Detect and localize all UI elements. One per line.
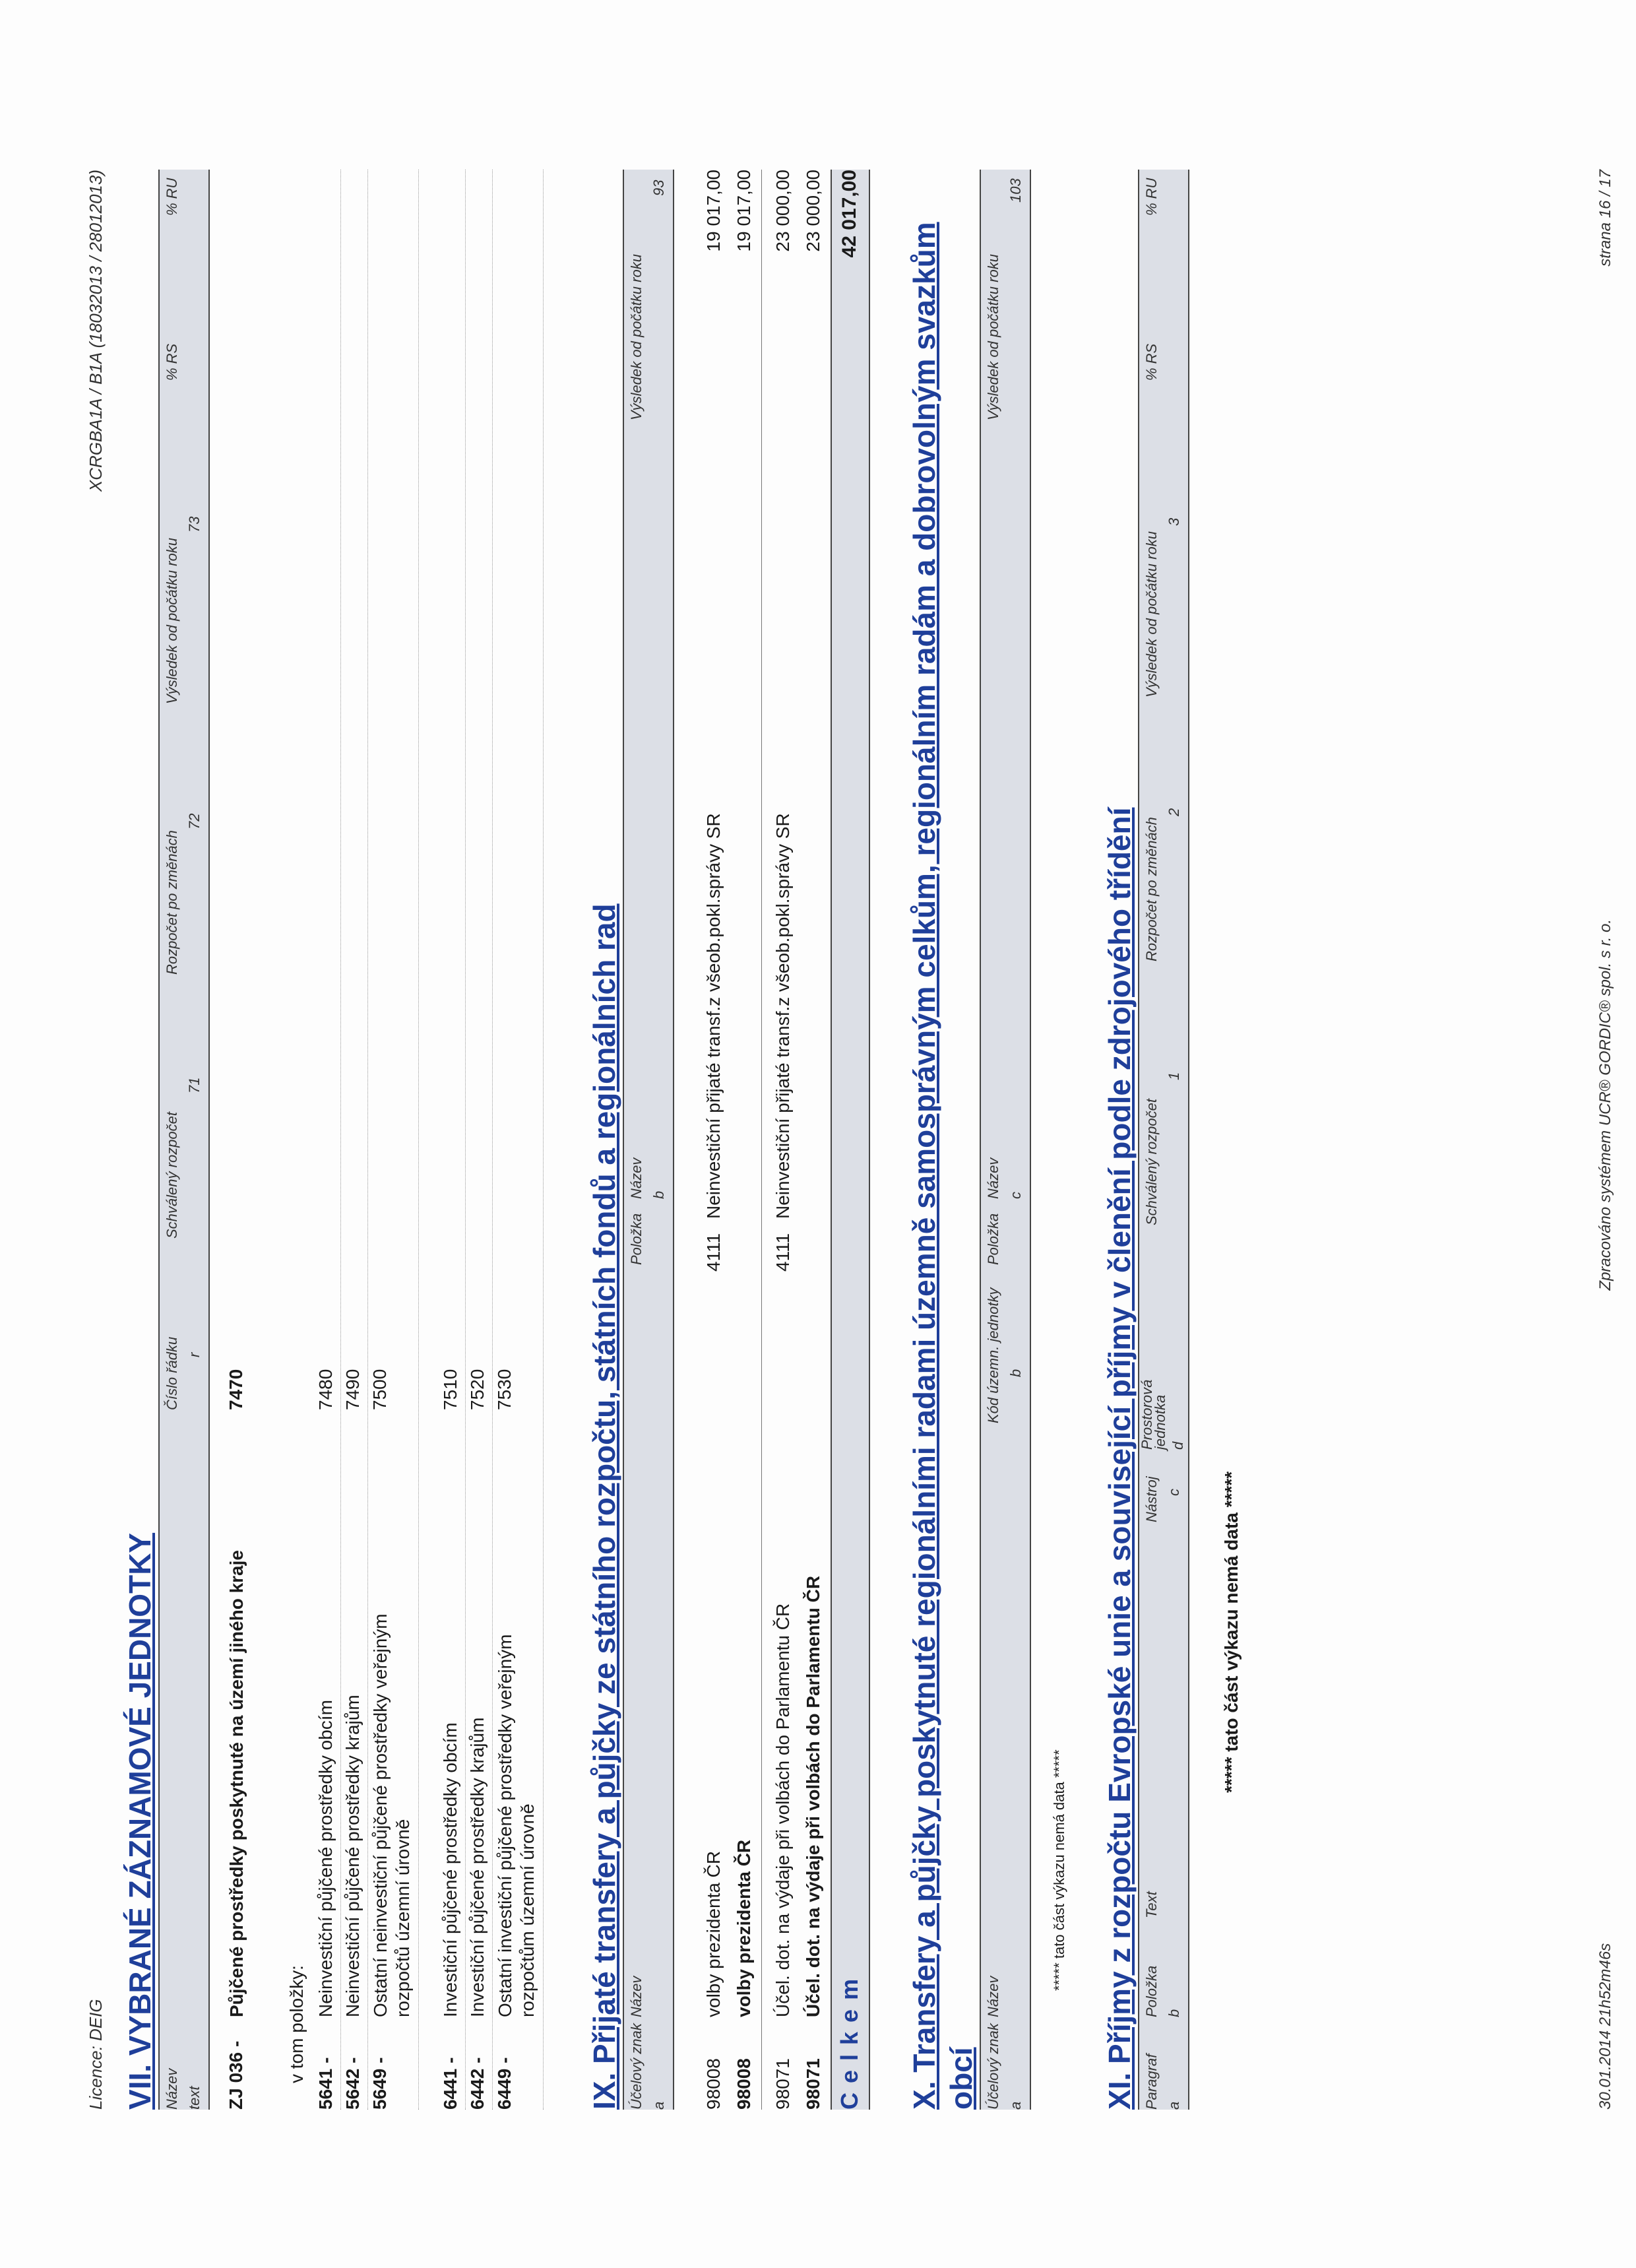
footer-page-number: strana 16 / 17 [1596, 170, 1614, 267]
col-schvaleny: Schválený rozpočet [164, 1112, 180, 1239]
col-2: 2 [1166, 808, 1182, 816]
page-content [86, 170, 1247, 2110]
page-footer [1596, 170, 1615, 2110]
polozka-name: Neinvestiční přijaté transf.z všeob.pokl.správy SR [703, 813, 724, 1219]
col-1: 1 [1166, 1072, 1182, 1080]
col-polozka: Položka [628, 1213, 645, 1265]
no-data-note [1218, 170, 1247, 2110]
item-text: Neinvestiční půjčené prostředky obcím [315, 1700, 336, 2017]
col-d: d [1170, 1441, 1186, 1450]
col-ucelovy-znak: Účelový znak [628, 2023, 645, 2110]
total-row [831, 170, 870, 2110]
col-73: 73 [186, 516, 203, 533]
item-code: 5641 - [315, 2057, 336, 2110]
footer-system: Zpracováno systémem UCR® GORDIC® spol. s r. o. [1596, 919, 1614, 1291]
zj036-row-number: 7470 [226, 1369, 246, 1410]
col-r: r [186, 1352, 203, 1357]
table-row [341, 170, 368, 2110]
item-text: Investiční půjčené prostředky obcím [440, 1722, 460, 2017]
table-row [466, 170, 493, 2110]
col-vysledek: Výsledek od počátku roku [164, 538, 180, 704]
col-vysledek: Výsledek od počátku roku [985, 254, 1001, 420]
item-text: Investiční půjčené prostředky krajům [467, 1717, 488, 2017]
item-code: 6441 - [440, 2057, 460, 2110]
table-row [698, 170, 731, 2110]
polozka-code: 4111 [703, 1233, 724, 1272]
col-c: c [1166, 1489, 1182, 1496]
ucel-code: 98071 [772, 2058, 793, 2110]
table-row [493, 170, 544, 2110]
item-row-number: 7500 [369, 1369, 390, 1410]
item-row-number: 7520 [467, 1369, 488, 1410]
item-row-number: 7530 [494, 1369, 515, 1410]
col-vysledek: Výsledek od počátku roku [1143, 531, 1160, 697]
section-9-title: IX. Přijaté transfery a půjčky ze státního rozpočtu, státních fondů a regionálních rad [587, 903, 621, 2110]
col-polozka: Položka [1143, 1965, 1160, 2017]
col-rozpocet: Rozpočet po změnách [164, 830, 180, 975]
col-nazev-2: Název [985, 1157, 1001, 1199]
page-header [86, 170, 111, 2110]
item-row-number: 7490 [342, 1369, 363, 1410]
col-schvaleny: Schválený rozpočet [1143, 1099, 1160, 1225]
polozka-name: Neinvestiční přijaté transf.z všeob.pokl.správy SR [772, 813, 793, 1219]
col-ru: % RU [1143, 178, 1160, 216]
col-text: text [186, 2086, 203, 2110]
col-prostorova-jednotka: Prostorová jednotka [1139, 1379, 1168, 1450]
item-text: Ostatní neinvestiční půjčené prostředky veřejným rozpočtů územní úrovně [370, 1613, 413, 2017]
col-rozpocet: Rozpočet po změnách [1143, 817, 1160, 961]
table-row [800, 170, 831, 2110]
report-code: XCRGBA1A / B1A (18032013 / 28012013) [86, 170, 106, 492]
col-72: 72 [186, 813, 203, 829]
col-103: 103 [1007, 178, 1024, 203]
v-tom-text: v tom položky: [286, 1965, 307, 2083]
col-polozka: Položka [985, 1213, 1001, 1265]
item-code: 5649 - [369, 2057, 390, 2110]
ucel-name: volby prezidenta ČR [703, 1850, 724, 2017]
ucel-code: 98008 [703, 2058, 724, 2110]
ucel-code: 98071 [803, 2058, 823, 2110]
footer-date: 30.01.2014 21h52m46s [1596, 1943, 1614, 2110]
zj036-text: Půjčené prostředky poskytnuté na území jiného kraje [226, 1550, 247, 2017]
ucel-code: 98008 [734, 2058, 754, 2110]
value-cell: 19 017,00 [703, 170, 724, 252]
section-7-column-header [158, 170, 210, 2110]
ucel-name: volby prezidenta ČR [734, 1839, 754, 2017]
col-ucelovy-znak: Účelový znak [985, 2023, 1001, 2110]
col-a: a [1166, 2101, 1182, 2110]
col-cislo-radku: Číslo řádku [164, 1336, 180, 1410]
section-7-title: VII. VYBRANÉ ZÁZNAMOVÉ JEDNOTKY [123, 1532, 157, 2110]
col-b: b [650, 1190, 667, 1199]
item-code: 6449 - [494, 2057, 515, 2110]
col-text: Text [1143, 1891, 1160, 1918]
col-93: 93 [650, 179, 667, 196]
item-code: 5642 - [342, 2057, 363, 2110]
col-ru: % RU [164, 178, 180, 216]
col-3: 3 [1166, 517, 1182, 526]
section-9-column-header [623, 170, 674, 2110]
item-row-number: 7510 [440, 1369, 460, 1410]
value-cell: 19 017,00 [734, 170, 754, 252]
licence-text: Licence: DEIG [86, 1999, 106, 2110]
table-row [731, 170, 762, 2110]
col-nazev: Název [985, 1976, 1001, 2017]
section-10-column-header [980, 170, 1031, 2110]
table-row [368, 170, 419, 2110]
section-10-title: X. Transfery a půjčky poskytnuté regionálními radami územně samosprávným celkům, regionálním radám a dobrovolným svazkům obcí [907, 222, 978, 2110]
col-paragraf: Paragraf [1143, 2054, 1160, 2110]
col-nazev: Název [628, 1976, 645, 2017]
value-cell: 23 000,00 [803, 170, 823, 252]
total-value: 42 017,00 [838, 170, 860, 258]
no-data-note [1048, 170, 1075, 2110]
total-label: C e l k e m [836, 1977, 863, 2110]
col-nazev: Název [164, 2068, 180, 2110]
item-code: 6442 - [467, 2057, 488, 2110]
item-text: Neinvestiční půjčené prostředky krajům [342, 1695, 363, 2017]
value-cell: 23 000,00 [772, 170, 793, 252]
polozka-code: 4111 [772, 1233, 793, 1272]
col-b: b [1007, 1369, 1024, 1377]
ucel-name: Účel. dot. na výdaje při volbách do Parlamentu ČR [803, 1575, 823, 2017]
col-71: 71 [186, 1077, 203, 1093]
item-text: Ostatní investiční půjčené prostředky veřejným rozpočtům územní úrovně [495, 1634, 538, 2017]
col-nastroj: Nástroj [1143, 1476, 1160, 1522]
col-nazev-2: Název [628, 1157, 645, 1199]
col-vysledek: Výsledek od počátku roku [628, 254, 645, 420]
zj036-row [226, 170, 278, 2110]
section-11-title: XI. Příjmy z rozpočtu Evropské unie a související příjmy v členění podle zdrojového třídění [1102, 807, 1137, 2110]
v-tom-label [284, 170, 314, 2110]
col-a: a [1007, 2101, 1024, 2110]
col-kod-uzemni-jednotky: Kód územn. jednotky [985, 1287, 1001, 1423]
col-rs: % RS [1143, 343, 1160, 381]
col-c: c [1007, 1192, 1024, 1199]
table-row [767, 170, 800, 2110]
col-rs: % RS [164, 343, 180, 381]
section-11-column-header [1138, 170, 1189, 2110]
no-data-text: ***** tato část výkazu nemá data ***** [1221, 1471, 1242, 1793]
table-row [439, 170, 466, 2110]
item-row-number: 7480 [315, 1369, 336, 1410]
table-row [314, 170, 341, 2110]
no-data-text: ***** tato část výkazu nemá data ***** [1051, 1749, 1067, 1991]
zj036-code: ZJ 036 - [226, 2040, 246, 2110]
col-a: a [650, 2101, 667, 2110]
ucel-name: Účel. dot. na výdaje při volbách do Parlamentu ČR [772, 1603, 793, 2017]
col-b: b [1166, 2009, 1182, 2017]
